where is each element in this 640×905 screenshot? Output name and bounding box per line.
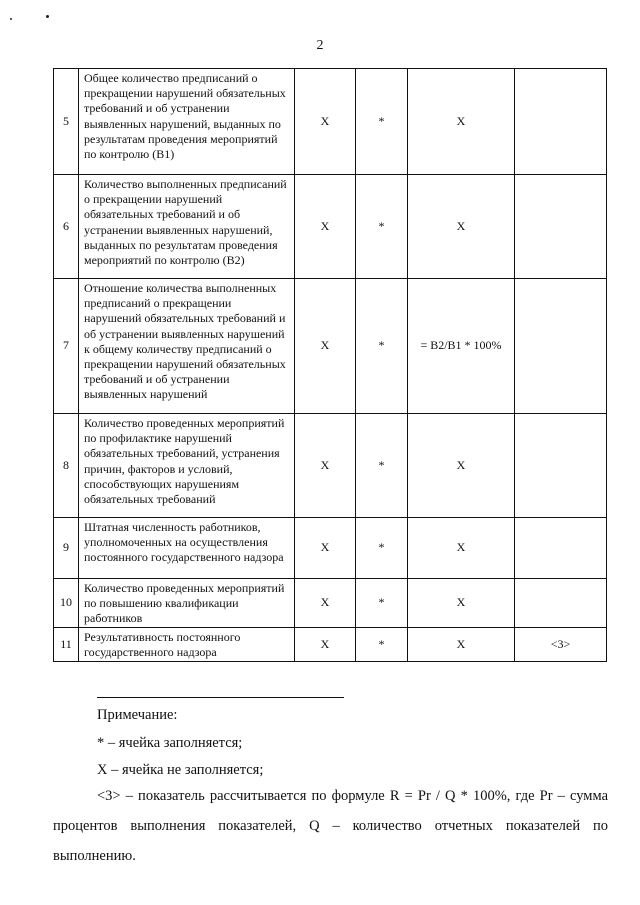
row-number-text: 8 <box>63 457 69 472</box>
table-row <box>54 579 607 628</box>
indicators-table <box>53 68 607 662</box>
column-3-cell <box>408 579 515 628</box>
column-1-text: Х <box>320 338 330 353</box>
column-4-cell <box>515 69 607 175</box>
note-heading: Примечание: <box>97 707 178 723</box>
row-number-cell <box>54 627 79 661</box>
row-number-cell <box>54 518 79 579</box>
column-1-text: Х <box>320 218 330 233</box>
table-row <box>54 518 607 579</box>
note-star: * – ячейка заполняется; <box>97 735 243 751</box>
column-1-text: Х <box>320 595 330 610</box>
column-4-cell <box>515 579 607 628</box>
column-2-cell <box>356 579 408 628</box>
column-2-text: * <box>378 540 385 555</box>
column-4-cell <box>515 279 607 414</box>
column-4-cell <box>515 175 607 279</box>
indicator-name-text: Количество выполненных предписаний о прекращении нарушений обязательных требований и об устранении выявленных нарушений, выданных по результатам проведения мероприятий по контролю (В2) <box>84 177 287 268</box>
column-2-text: * <box>378 636 385 651</box>
column-2-cell <box>356 69 408 175</box>
column-3-text: Х <box>456 595 466 610</box>
row-number-text: 9 <box>63 540 69 555</box>
row-number-text: 11 <box>60 636 72 651</box>
column-2-cell <box>356 518 408 579</box>
column-3-text: Х <box>456 636 466 651</box>
column-2-cell <box>356 627 408 661</box>
column-2-text: * <box>378 338 385 353</box>
indicator-name-cell <box>79 579 295 628</box>
row-number-text: 10 <box>60 595 72 610</box>
column-3-text: Х <box>456 218 466 233</box>
column-1-cell <box>295 175 356 279</box>
indicator-name-text: Результативность постоянного государственного надзора <box>84 629 241 659</box>
column-1-text: Х <box>320 636 330 651</box>
column-1-text: Х <box>320 113 330 128</box>
column-4-cell <box>515 414 607 518</box>
page-number: 2 <box>316 38 324 53</box>
table-row <box>54 279 607 414</box>
indicator-name-text: Общее количество предписаний о прекращении нарушений обязательных требований и об устранении выявленных нарушений, выданных по результатам проведения мероприятий по контролю (В1) <box>84 71 286 162</box>
column-1-cell <box>295 579 356 628</box>
column-1-cell <box>295 69 356 175</box>
row-number-cell <box>54 175 79 279</box>
column-2-text: * <box>378 218 385 233</box>
indicator-name-cell <box>79 627 295 661</box>
row-number-cell <box>54 414 79 518</box>
column-4-text: <3> <box>550 636 571 651</box>
row-number-text: 5 <box>63 113 69 128</box>
column-1-cell <box>295 279 356 414</box>
table-row <box>54 627 607 661</box>
column-1-cell <box>295 414 356 518</box>
table-row <box>54 175 607 279</box>
table-row <box>54 414 607 518</box>
note-x: Х – ячейка не заполняется; <box>97 762 264 778</box>
column-2-cell <box>356 414 408 518</box>
row-number-text: 6 <box>63 218 69 233</box>
column-3-cell <box>408 414 515 518</box>
column-2-text: * <box>378 457 385 472</box>
scan-speck <box>10 18 12 20</box>
column-4-cell <box>515 627 607 661</box>
row-number-text: 7 <box>63 338 69 353</box>
column-3-cell <box>408 279 515 414</box>
indicator-name-cell <box>79 414 295 518</box>
column-2-cell <box>356 279 408 414</box>
column-3-text: Х <box>456 457 466 472</box>
column-4-cell <box>515 518 607 579</box>
note-formula: <3> – показатель рассчитывается по формуле R = Pr / Q * 100%, где Pr – сумма процентов выполнения показателей, Q – количество отчетных показателей по выполнению. <box>53 788 608 864</box>
column-2-text: * <box>378 595 385 610</box>
indicator-name-text: Штатная численность работников, уполномоченных на осуществления постоянного государственного надзора <box>84 520 284 565</box>
indicator-name-text: Отношение количества выполненных предписаний о прекращении нарушений обязательных требований и об устранении выявленных нарушений к общему количеству предписаний о прекращении нарушений обязательных требований и об устранении выявленных нарушений <box>84 281 286 402</box>
column-3-cell <box>408 69 515 175</box>
column-3-cell <box>408 518 515 579</box>
scan-speck <box>46 15 49 18</box>
indicator-name-cell <box>79 279 295 414</box>
column-3-cell <box>408 627 515 661</box>
row-number-cell <box>54 279 79 414</box>
footnote-separator <box>97 697 344 698</box>
column-3-text: Х <box>456 540 466 555</box>
column-3-text: Х <box>456 113 466 128</box>
table-row <box>54 69 607 175</box>
column-1-text: Х <box>320 457 330 472</box>
row-number-cell <box>54 579 79 628</box>
indicator-name-cell <box>79 69 295 175</box>
column-2-text: * <box>378 113 385 128</box>
indicator-name-cell <box>79 175 295 279</box>
column-1-cell <box>295 627 356 661</box>
column-1-cell <box>295 518 356 579</box>
column-1-text: Х <box>320 540 330 555</box>
column-3-cell <box>408 175 515 279</box>
indicator-name-text: Количество проведенных мероприятий по повышению квалификации работников <box>84 581 285 626</box>
column-3-text: = В2/В1 * 100% <box>420 338 502 353</box>
indicator-name-cell <box>79 518 295 579</box>
row-number-cell <box>54 69 79 175</box>
indicator-name-text: Количество проведенных мероприятий по профилактике нарушений обязательных требований, устранения причин, факторов и условий, способствующих нарушениям обязательных требований <box>84 416 285 507</box>
column-2-cell <box>356 175 408 279</box>
